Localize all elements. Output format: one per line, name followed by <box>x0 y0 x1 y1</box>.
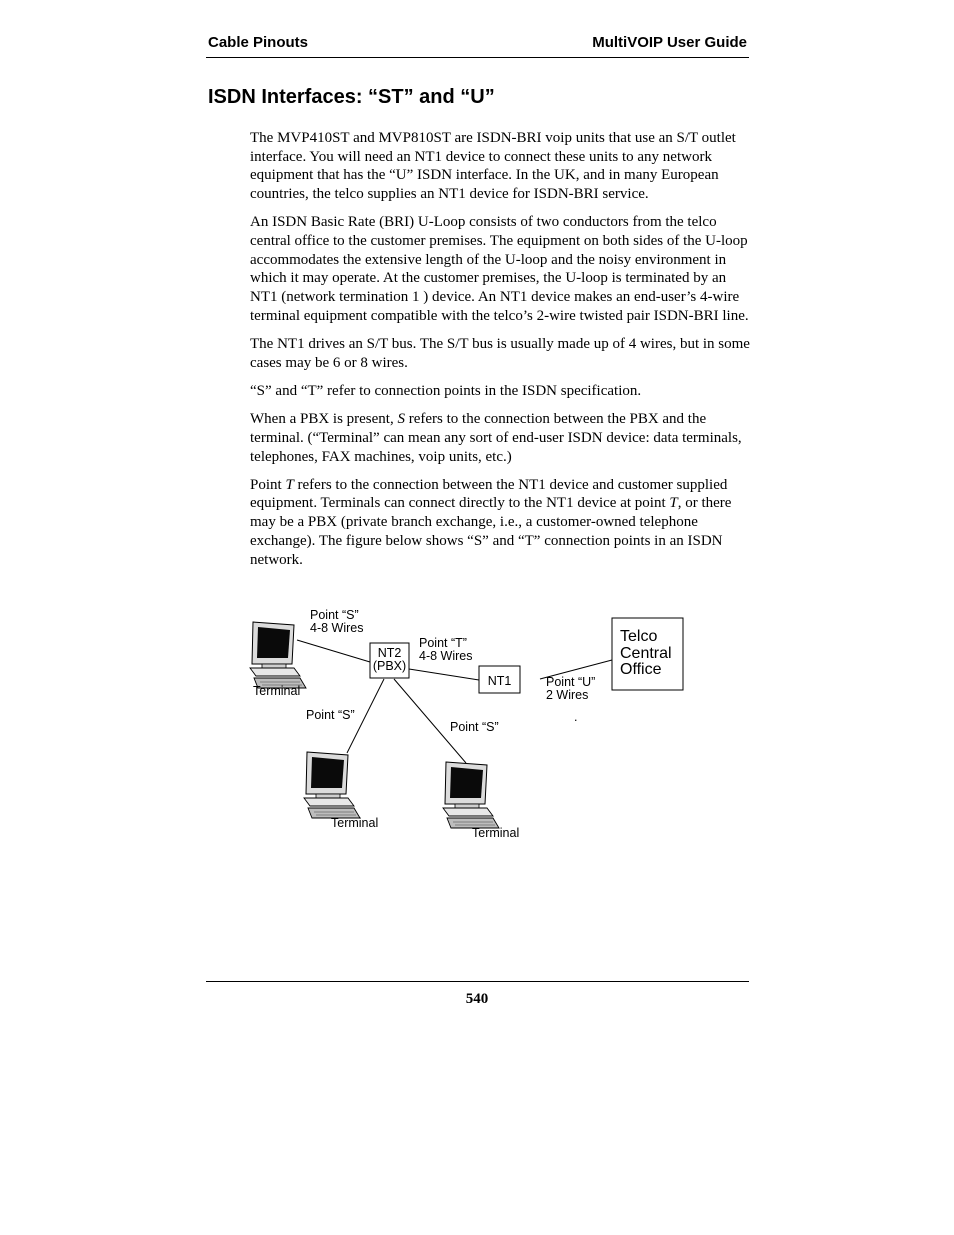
page-number: 540 <box>465 991 489 1007</box>
wire-count-label: 2 Wires <box>546 688 589 702</box>
paragraph-3: The NT1 drives an S/T bus. The S/T bus is usually made up of 4 wires, but in some cases may be 6 or 8 wires. <box>250 336 750 371</box>
terminal-computer-icon <box>443 762 499 828</box>
paragraph-5: When a PBX is present, S refers to the connection between the PBX and the terminal. (“Terminal” can mean any sort of end-user ISDN device: data terminals, telephones, FAX machines, voip units, etc.) <box>250 411 742 465</box>
wire-count-label: 4-8 Wires <box>310 621 364 635</box>
paragraph-1: The MVP410ST and MVP810ST are ISDN-BRI voip units that use an S/T outlet interface. You will need an NT1 device to connect these units to any network equipment that has the “U” ISDN interface. In the UK, and in many European countries, the telco supplies an NT1 device for ISDN-BRI service. <box>250 130 736 203</box>
footer-rule <box>206 981 749 982</box>
paragraph-6: Point T refers to the connection between the NT1 device and customer supplied equipment. Terminals can connect directly to the NT1 device at point T, or there may be a PBX (private branch exchange, i.e., a customer-owned telephone exchange). The figure below shows “S” and “T” connection points in an ISDN network. <box>250 476 732 568</box>
terminal-label: Terminal <box>253 684 301 698</box>
pbx-label: (PBX) <box>372 659 407 673</box>
point-s-label: Point “S” <box>310 608 359 622</box>
wire-nt2-nt1 <box>409 669 479 680</box>
terminal-label: Terminal <box>472 826 520 840</box>
point-u-label: Point “U” <box>546 675 596 689</box>
stray-dot: . <box>574 710 578 724</box>
terminal-computer-icon <box>304 752 360 818</box>
wire-count-label: 4-8 Wires <box>419 649 473 663</box>
telco-label: Office <box>620 661 662 678</box>
telco-label: Central <box>620 645 672 662</box>
point-s-label: Point “S” <box>450 720 499 734</box>
paragraph-4: “S” and “T” refer to connection points in the ISDN specification. <box>250 382 642 399</box>
nt2-label: NT2 <box>377 646 402 660</box>
terminal-computer-icon <box>250 622 306 688</box>
running-header-section: Cable Pinouts <box>208 34 309 51</box>
paragraph-2: An ISDN Basic Rate (BRI) U-Loop consists of two conductors from the telco central office to the customer premises. The equipment on both sides of the U-loop accommodates the extensive length of the U-loop and the noisy environment in which it may operate. At the customer premises, the U-loop is terminated by an NT1 (network termination 1 ) device. An NT1 device makes an end-user’s 4-wire terminal equipment compatible with the telco’s 2-wire twisted pair ISDN-BRI line. <box>250 214 749 324</box>
point-s-label: Point “S” <box>306 708 355 722</box>
section-title: ISDN Interfaces: “ST” and “U” <box>208 86 495 108</box>
running-header-title: MultiVOIP User Guide <box>592 34 747 51</box>
point-t-label: Point “T” <box>419 636 467 650</box>
nt1-label: NT1 <box>487 674 512 688</box>
wire-terminal1-nt2 <box>297 640 370 662</box>
terminal-label: Terminal <box>331 816 379 830</box>
telco-label: Telco <box>620 628 658 645</box>
